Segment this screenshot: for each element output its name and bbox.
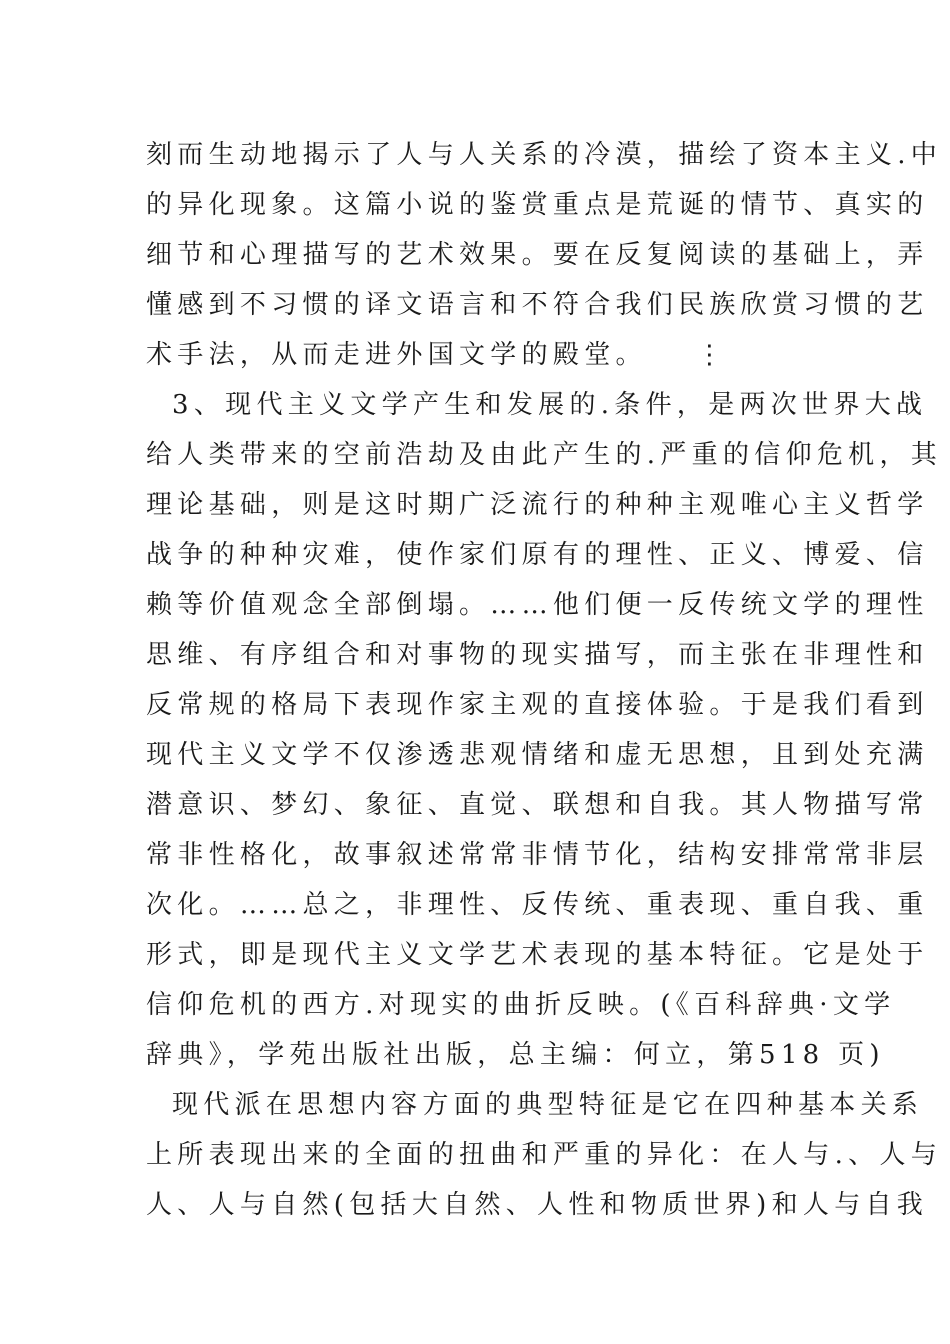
text-line: 常非性格化，故事叙述常常非情节化，结构安排常常非层 xyxy=(146,840,929,870)
text-line: 上所表现出来的全面的扭曲和严重的异化：在人与.、人与 xyxy=(146,1140,943,1170)
paragraph-start-line: 现代派在思想内容方面的典型特征是它在四种基本关系 xyxy=(172,1090,924,1120)
text-line: 形式，即是现代主义文学艺术表现的基本特征。它是处于 xyxy=(146,940,929,970)
text-line: 理论基础，则是这时期广泛流行的种种主观唯心主义哲学 xyxy=(146,490,929,520)
text-line: 战争的种种灾难，使作家们原有的理性、正义、博爱、信 xyxy=(146,540,929,570)
text-line: 次化。……总之，非理性、反传统、重表现、重自我、重 xyxy=(146,890,929,920)
text-line: 潜意识、梦幻、象征、直觉、联想和自我。其人物描写常 xyxy=(146,790,929,820)
text-line: 现代主义文学不仅渗透悲观情绪和虚无思想，且到处充满 xyxy=(146,740,929,770)
text-line: 反常规的格局下表现作家主观的直接体验。于是我们看到 xyxy=(146,690,929,720)
text-line: 的异化现象。这篇小说的鉴赏重点是荒诞的情节、真实的 xyxy=(146,190,929,220)
text-line: 辞典》，学苑出版社出版，总主编：何立，第518 页) xyxy=(146,1040,885,1070)
text-line: 细节和心理描写的艺术效果。要在反复阅读的基础上，弄 xyxy=(146,240,929,270)
text-line: 术手法，从而走进外国文学的殿堂。 ⋮ xyxy=(146,340,728,370)
text-line: 赖等价值观念全部倒塌。……他们便一反传统文学的理性 xyxy=(146,590,929,620)
text-line: 给人类带来的空前浩劫及由此产生的.严重的信仰危机，其 xyxy=(146,440,943,470)
text-line: 信仰危机的西方.对现实的曲折反映。(《百科辞典·文学 xyxy=(146,990,896,1020)
text-line: 人、人与自然(包括大自然、人性和物质世界)和人与自我 xyxy=(146,1190,929,1220)
text-line: 思维、有序组合和对事物的现实描写，而主张在非理性和 xyxy=(146,640,929,670)
paragraph-start-line: 3、现代主义文学产生和发展的.条件，是两次世界大战 xyxy=(172,390,928,420)
text-line: 懂感到不习惯的译文语言和不符合我们民族欣赏习惯的艺 xyxy=(146,290,929,320)
text-line: 刻而生动地揭示了人与人关系的冷漠，描绘了资本主义.中 xyxy=(146,140,943,170)
body-text xyxy=(146,130,943,1230)
